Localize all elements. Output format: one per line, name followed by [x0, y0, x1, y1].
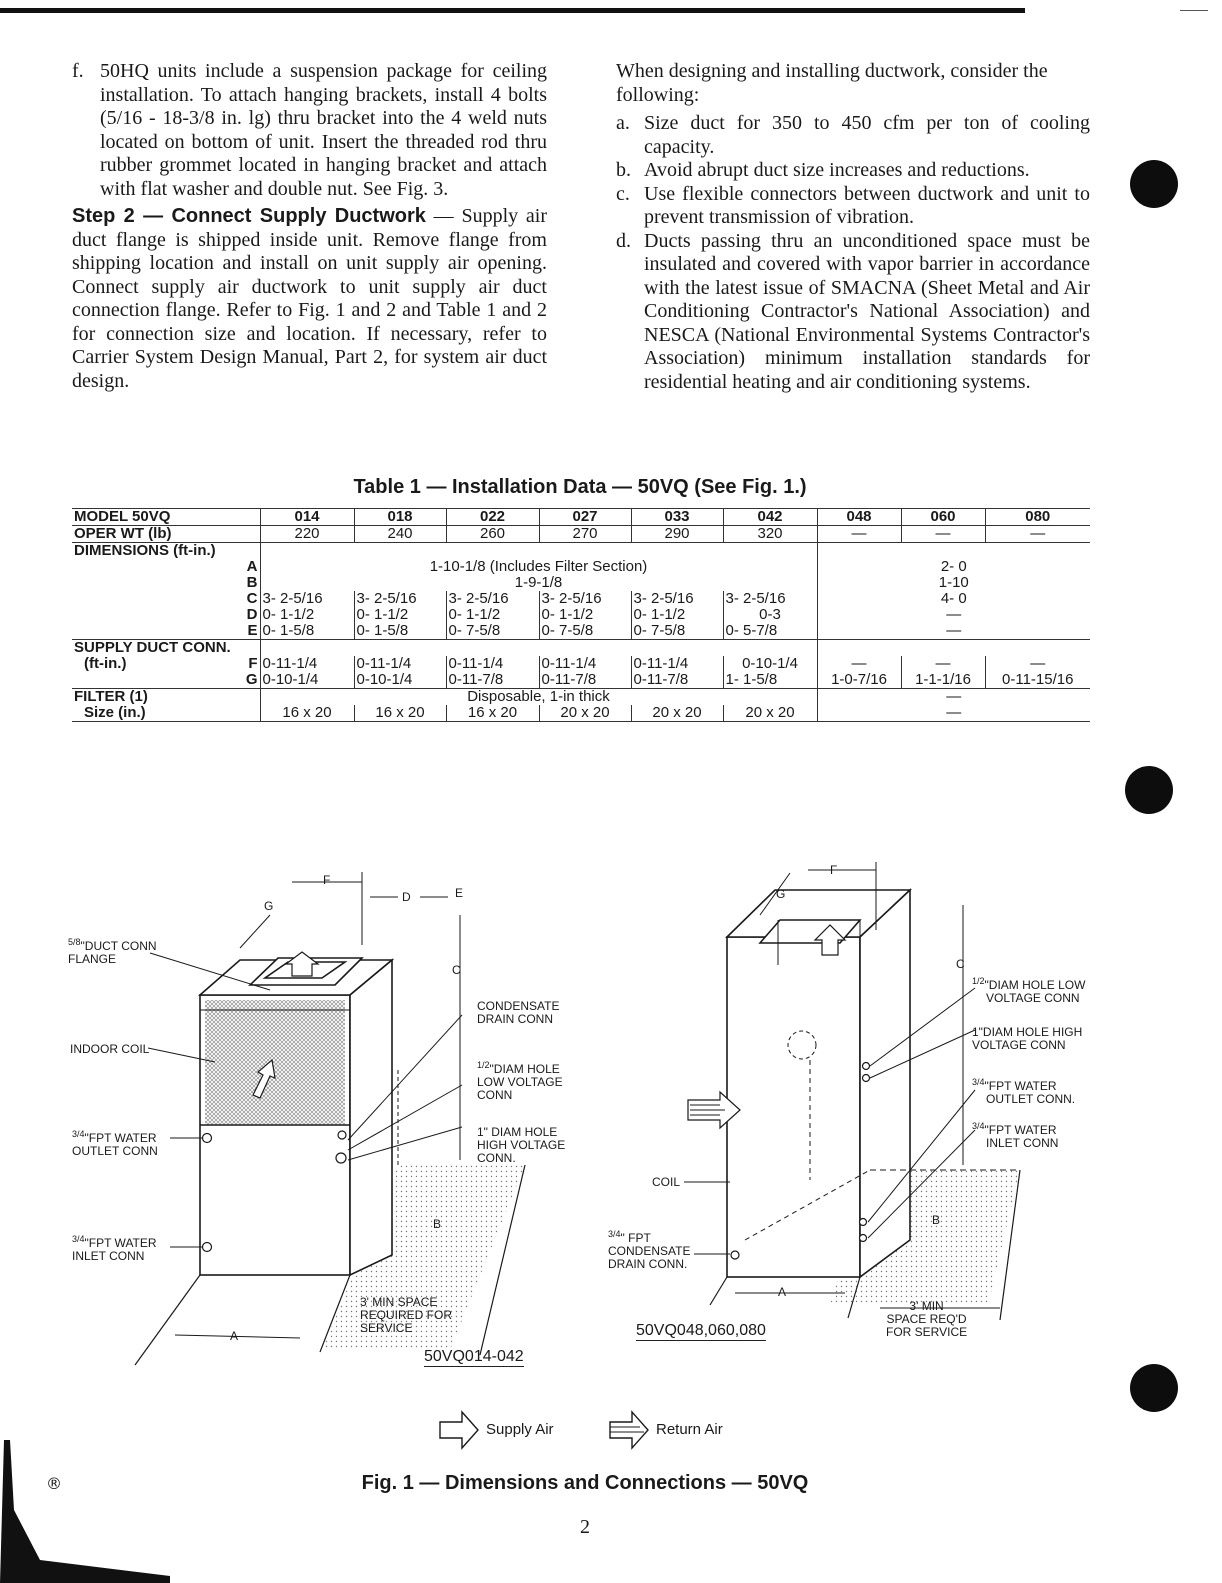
list-item: d. Ducts passing thru an unconditioned space must be insulated and covered with vapor barrier in accordance with the latest issue of SMACNA (Sheet Metal and Air Conditioning Contractor's National Association) and NESCA (National Environmental Systems Contractor's Association) minimum installation standards for residential heating and air conditioning systems. — [616, 229, 1090, 393]
step2-text: — Supply air duct flange is shipped inside unit. Remove flange from shipping location and install on unit supply air opening. Connect supply air ductwork to unit supply air duct connection flange. Refer to Fig. 1 and 2 and Table 1 and 2 for connection size and location. If necessary, refer to Carrier System Design Manual, Part 2, for system air duct design. — [72, 205, 547, 392]
filter-size-row: Size (in.) 16 x 20 16 x 20 16 x 20 20 x 20 20 x 20 20 x 20 — — [72, 705, 1090, 722]
low-voltage-label: $^{1/2}$"DIAM HOLE LOW VOLTAGE CONN — [972, 976, 1086, 1005]
return-air-legend-icon — [610, 1412, 648, 1448]
step2-heading: Step 2 — Connect Supply Ductwork — [72, 205, 426, 227]
water-outlet-label: $^{3/4}$"FPT WATER OUTLET CONN — [72, 1129, 158, 1158]
right-unit-drawing — [684, 862, 1020, 1320]
water-outlet-label: $^{3/4}$"FPT WATER OUTLET CONN. — [972, 1077, 1076, 1106]
indoor-coil-label: INDOOR COIL — [70, 1042, 150, 1056]
left-unit-drawing — [135, 872, 525, 1365]
list-item: b. Avoid abrupt duct size increases and reductions. — [616, 159, 1030, 181]
corner-scan-artifact — [0, 1440, 180, 1583]
table-title: Table 1 — Installation Data — 50VQ (See Fig. 1.) — [353, 476, 807, 498]
condensate-label: $^{3/4}$" FPT CONDENSATE DRAIN CONN. — [608, 1229, 691, 1271]
filter-row: FILTER (1) Disposable, 1-in thick — — [72, 689, 1090, 706]
step2-paragraph — [72, 205, 547, 393]
oper-wt-row: OPER WT (lb) 220 240 260 270 290 320 — — — — [72, 526, 1090, 543]
service-space-label: 3' MIN SPACE REQ'D FOR SERVICE — [886, 1299, 968, 1339]
top-dash — [1180, 10, 1208, 11]
dim-row-c: C 3- 2-5/16 3- 2-5/16 3- 2-5/16 3- 2-5/16 3- 2-5/16 3- 2-5/16 4- 0 — [72, 591, 1090, 607]
page-number: 2 — [580, 1516, 590, 1538]
high-voltage-label: 1" DIAM HOLE HIGH VOLTAGE CONN. — [477, 1125, 566, 1165]
dim-a-label: A — [778, 1285, 787, 1299]
supply-row-g: G 0-10-1/4 0-10-1/4 0-11-7/8 0-11-7/8 0-11-7/8 1- 1-5/8 1-0-7/16 1-1-1/16 0-11-15/16 — [72, 672, 1090, 689]
list-item: a. Size duct for 350 to 450 cfm per ton of cooling capacity. — [616, 112, 1090, 158]
dimensions-header-row: DIMENSIONS (ft-in.) — [72, 543, 1090, 560]
dim-row-a: A 1-10-1/8 (Includes Filter Section) 2- 0 — [72, 559, 1090, 575]
figure-title: Fig. 1 — Dimensions and Connections — 50VQ — [361, 1472, 809, 1494]
top-rule — [0, 8, 1025, 13]
duct-conn-label: $^{5/8}$"DUCT CONN FLANGE — [68, 937, 157, 966]
dim-row-d: D 0- 1-1/2 0- 1-1/2 0- 1-1/2 0- 1-1/2 0- 1-1/2 0-3 — — [72, 607, 1090, 623]
dim-a-label: A — [230, 1329, 239, 1343]
low-voltage-label: $^{1/2}$"DIAM HOLE LOW VOLTAGE CONN — [477, 1060, 563, 1102]
coil-label: COIL — [652, 1175, 681, 1189]
ductwork-intro: When designing and installing ductwork, consider the following: — [616, 60, 1048, 106]
supply-row-f: (ft-in.) F 0-11-1/4 0-11-1/4 0-11-1/4 0-11-1/4 0-11-1/4 0-10-1/4 — — — — [72, 656, 1090, 672]
registered-mark: ® — [46, 1474, 62, 1493]
right-column — [616, 60, 1090, 394]
dim-c-label: C — [956, 957, 965, 971]
service-space-label: 3' MIN SPACE REQUIRED FOR SERVICE — [360, 1295, 453, 1335]
dim-row-b: B 1-9-1/8 1-10 — [72, 575, 1090, 591]
installation-data-table — [72, 508, 1090, 722]
water-inlet-label: $^{3/4}$"FPT WATER INLET CONN — [72, 1234, 157, 1263]
indoor-coil-grille — [205, 1000, 345, 1125]
left-figure-caption: 50VQ014-042 — [424, 1348, 524, 1365]
margin-punch-hole — [1125, 766, 1173, 814]
dim-c-label: C — [452, 963, 461, 977]
item-f-label: f. — [72, 60, 84, 82]
water-inlet-label: $^{3/4}$"FPT WATER INLET CONN — [972, 1121, 1059, 1150]
supply-air-legend-icon — [440, 1412, 478, 1448]
supply-header-row: SUPPLY DUCT CONN. — [72, 640, 1090, 657]
list-item: c. Use flexible connectors between ductwork and unit to prevent transmission of vibration. — [616, 182, 1090, 228]
item-f — [72, 60, 547, 201]
margin-punch-hole — [1130, 160, 1178, 208]
condensate-label: CONDENSATE DRAIN CONN — [477, 999, 560, 1026]
dim-b-label: B — [932, 1213, 941, 1227]
dim-f-label: F — [830, 863, 838, 877]
dim-e-label: E — [455, 886, 464, 900]
right-figure-caption: 50VQ048,060,080 — [636, 1322, 766, 1339]
dim-b-label: B — [433, 1217, 442, 1231]
model-row: MODEL 50VQ 014 018 022 027 033 042 048 060 080 — [72, 509, 1090, 526]
item-f-text: 50HQ units include a suspension package for ceiling installation. To attach hanging brackets, install 4 bolts (5/16 - 18-3/8 in. lg) thru bracket into the 4 weld nuts located on bottom of unit. Insert the threaded rod thru rubber grommet located in hanging bracket and attach with flat washer and double nut. See Fig. 3. — [100, 60, 547, 200]
return-air-legend: Return Air — [656, 1421, 723, 1438]
high-voltage-label: 1"DIAM HOLE HIGH VOLTAGE CONN — [972, 1025, 1083, 1052]
dim-row-e: E 0- 1-5/8 0- 1-5/8 0- 7-5/8 0- 7-5/8 0- 7-5/8 0- 5-7/8 — — [72, 623, 1090, 640]
supply-air-legend: Supply Air — [486, 1421, 554, 1438]
dim-f-label: F — [323, 873, 331, 887]
dim-d-label: D — [402, 890, 411, 904]
dimensions-figure — [0, 850, 1222, 1450]
dim-g-label: G — [776, 887, 786, 901]
dim-g-label: G — [264, 899, 274, 913]
left-column — [72, 60, 547, 393]
